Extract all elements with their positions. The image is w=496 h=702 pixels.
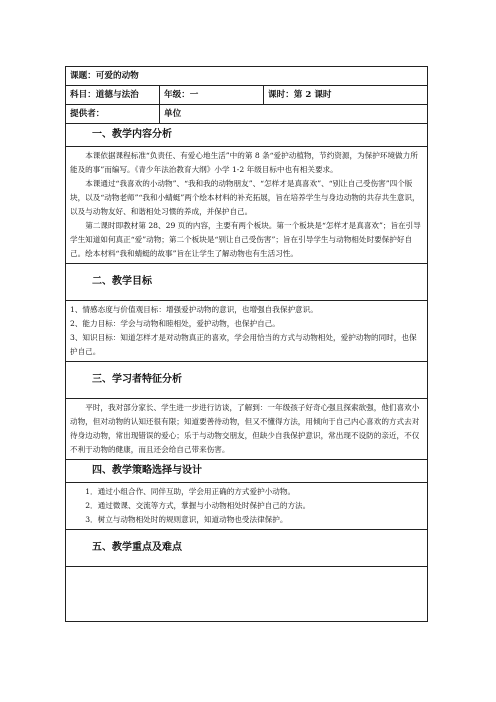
strategy-body <box>66 483 428 530</box>
topic-cell: 课题：可爱的动物 <box>66 67 428 86</box>
strategy-3: 3．树立与动物相处时的规则意识，知道动物也受法律保护。 <box>85 515 288 524</box>
strategy-1: 1．通过小组合作、同伴互助，学会用正确的方式爱护小动物。 <box>85 487 296 496</box>
goal-1: 1、情感态度与价值观目标：增强爱护动物的意识，也增强自我保护意识。 <box>70 305 318 314</box>
teaching-goals-title: 二、教学目标 <box>66 264 428 301</box>
strategy-title: 四、教学策略选择与设计 <box>66 460 428 483</box>
teaching-goals-body <box>66 301 428 362</box>
learner-paragraph-1: 平时，我对部分家长、学生进一步进行访谈，了解到：一年级孩子好奇心强且探索欲强，他们喜欢小动物，但对动物的认知还很有限；知道要善待动物，但又不懂得方法，用倾向于自己内心喜欢的方式去对待身边动物，常出现错误的爱心；乐于与动物交朋友，但缺少自我保护意识，常出现不设防的亲近，不仅不利于动物的健康，而且还会给自己带来伤害。 <box>70 403 420 454</box>
goal-3: 3、知识目标：知道怎样才是对动物真正的喜欢，学会用恰当的方式与动物相处，爱护动物的同时，也保护自己。 <box>70 333 417 356</box>
content-analysis-body <box>66 147 428 264</box>
grade-cell: 年级：一 <box>160 86 264 105</box>
period-cell: 课时：第 2 课时 <box>264 86 428 105</box>
content-paragraph-2: 本课通过“我喜欢的小动物”、“我和我的动物朋友”、“怎样才是真喜欢”、“别让自己受伤害”四个版块，以及“动物老师”“我和小蜻蜓”两个绘本材料的补充拓展，旨在培养学生与身边动物的共存共生意识，以及与动物友好、和谐相处习惯的养成，并保护自己。 <box>70 179 420 216</box>
content-analysis-title: 一、教学内容分析 <box>66 124 428 147</box>
content-paragraph-3: 第二课时即教材第 28、29 页的内容，主要有两个板块。第一个板块是“怎样才是真喜欢”；旨在引导学生知道如何真正“爱”动物；第二个板块是“别让自己受伤害”；旨在引导学生与动物相处时要保护好自己。绘本材料“我和蜻蜓的故事”旨在让学生了解动物也有生活习性。 <box>70 221 421 258</box>
focus-difficulty-body <box>66 567 428 622</box>
learner-analysis-body <box>66 399 428 460</box>
content-paragraph-1: 本课依据课程标准“负责任、有爱心地生活”中的第 8 条“爱护动植物，节约资源，为保护环境做力所能及的事”而编写。《青少年法治教育大纲》小学 1-2 年级目标中也有相关要求。 <box>70 151 418 174</box>
subject-cell: 科目：道德与法治 <box>66 86 160 105</box>
unit-cell: 单位 <box>160 105 428 124</box>
focus-difficulty-title: 五、教学重点及难点 <box>66 530 428 567</box>
goal-2: 2、能力目标：学会与动物和睦相处，爱护动物，也保护自己。 <box>70 319 280 328</box>
learner-analysis-title: 三、学习者特征分析 <box>66 362 428 399</box>
lesson-plan-table <box>65 66 428 622</box>
provider-cell: 提供者： <box>66 105 160 124</box>
lesson-plan-page <box>65 66 427 622</box>
strategy-2: 2．通过微课、交流等方式，掌握与小动物相处时保护自己的方法。 <box>85 501 311 510</box>
